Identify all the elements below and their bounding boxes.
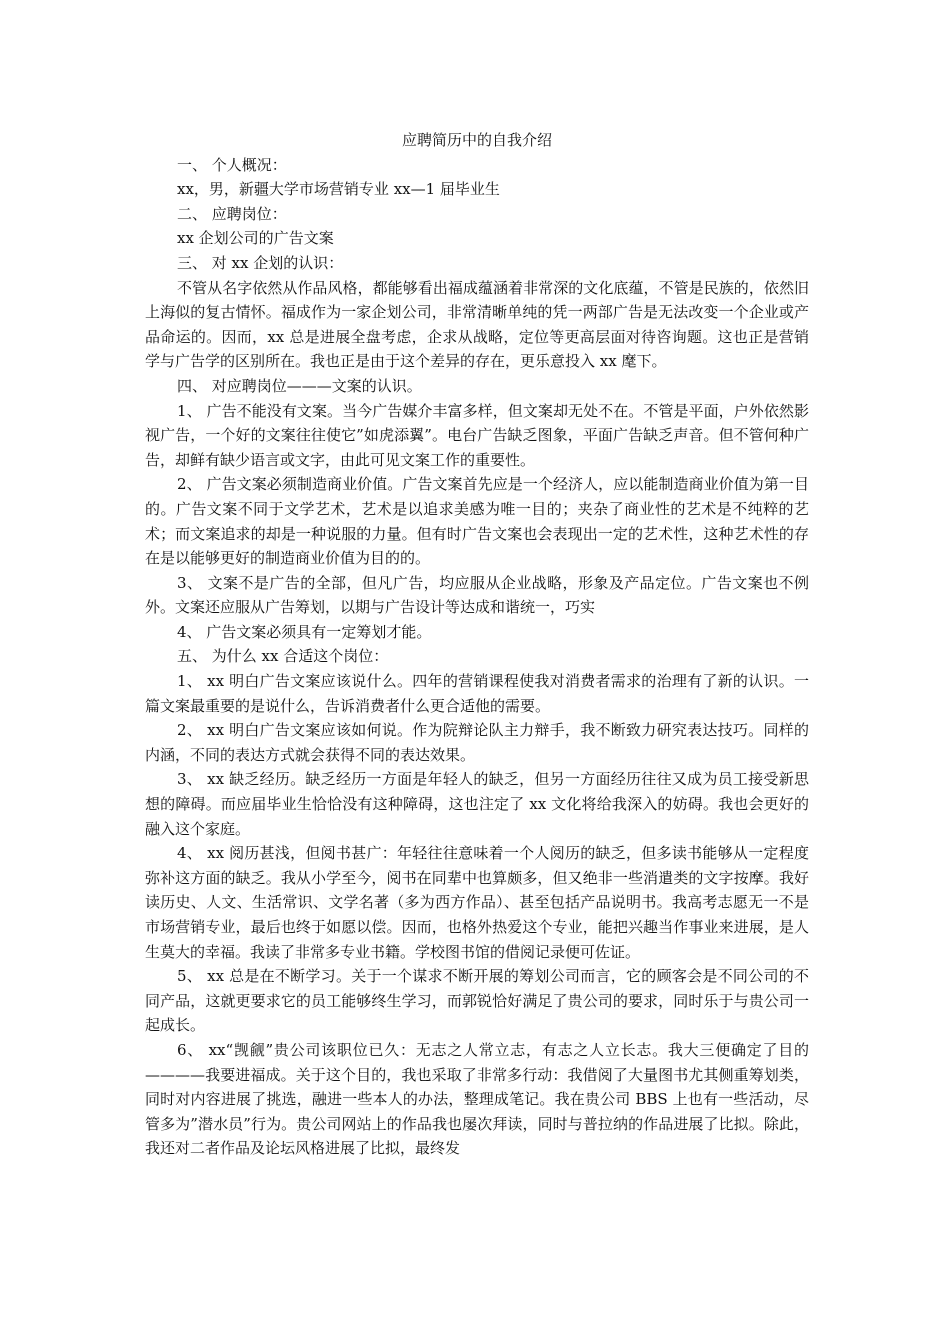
paragraph-fit-point-4: 4、 xx 阅历甚浅，但阅书甚广：年轻往往意味着一个人阅历的缺乏，但多读书能够从一定程度弥补这方面的缺乏。我从小学至今，阅书在同辈中也算颇多，但又绝非一些消遣类的文字按摩。我好读历史、人文、生活常识、文学名著（多为西方作品）、甚至包括产品说明书。我高考志愿无一不是市场营销专业，最后也终于如愿以偿。因而，也格外热爱这个专业，能把兴趣当作事业来进展，是人生莫大的幸福。我读了非常多专业书籍。学校图书馆的借阅记录便可佐证。 [145, 844, 809, 961]
paragraph-fit-point-5: 5、 xx 总是在不断学习。关于一个谋求不断开展的筹划公司而言，它的顾客会是不同公司的不同产品，这就更要求它的员工能够终生学习，而郭锐恰好满足了贵公司的要求，同时乐于与贵公司一起成长。 [145, 967, 809, 1035]
section-heading-5: 五、 为什么 xx 合适这个岗位： [177, 647, 389, 666]
section-heading-3: 三、 对 xx 企划的认识： [177, 253, 344, 272]
paragraph-fit-point-1: 1、 xx 明白广告文案应该说什么。四年的营销课程使我对消费者需求的治理有了新的认识。一篇文案最重要的是说什么，告诉消费者什么更合适他的需要。 [145, 672, 809, 715]
document-title: 应聘简历中的自我介绍 [401, 131, 552, 149]
paragraph-copy-point-4: 4、 广告文案必须具有一定筹划才能。 [177, 622, 432, 641]
paragraph-fit-point-6: 6、 xx“觊觎”贵公司该职位已久：无志之人常立志，有志之人立长志。我大三便确定了目的————我要进福成。关于这个目的，我也采取了非常多行动：我借阅了大量图书尤其侧重筹划类，同时对内容进展了挑选，融进一些本人的办法，整理成笔记。我在贵公司 BBS 上也有一些活动，尽管多为”潜水员”行为。贵公司网站上的作品我也屡次拜读，同时与普拉纳的作品进展了比拟。除此，我还对二者作品及论坛风格进展了比拟，最终发 [145, 1040, 809, 1158]
paragraph-company-understanding: 不管从名字依然从作品风格，都能够看出福成蕴涵着非常深的文化底蕴，不管是民族的，依然旧上海似的复古情怀。福成作为一家企划公司，非常清晰单纯的凭一两部广告是无法改变一个企业或产品命运的。因而，xx 总是进展全盘考虑，企求从战略，定位等更高层面对待咨询题。这也正是营销学与广告学的区别所在。我也正是由于这个差异的存在，更乐意投入 xx 麾下。 [145, 278, 809, 371]
section-heading-2: 二、 应聘岗位： [177, 204, 287, 223]
document-page [145, 128, 809, 1161]
section-heading-1: 一、 个人概况： [177, 155, 287, 174]
paragraph-fit-point-2: 2、 xx 明白广告文案应该如何说。作为院辩论队主力辩手，我不断致力研究表达技巧。同样的内涵，不同的表达方式就会获得不同的表达效果。 [145, 721, 809, 764]
section-heading-4: 四、 对应聘岗位———文案的认识。 [177, 376, 422, 395]
paragraph-personal-info: xx，男，新疆大学市场营销专业 xx—1 届毕业生 [177, 180, 500, 199]
paragraph-position: xx 企划公司的广告文案 [177, 229, 334, 248]
paragraph-fit-point-3: 3、 xx 缺乏经历。缺乏经历一方面是年轻人的缺乏，但另一方面经历往往又成为员工接受新思想的障碍。而应届毕业生恰恰没有这种障碍，这也注定了 xx 文化将给我深入的妨碍。我也会更好的融入这个家庭。 [145, 770, 809, 838]
paragraph-copy-point-1: 1、 广告不能没有文案。当今广告媒介丰富多样，但文案却无处不在。不管是平面，户外依然影视广告，一个好的文案往往使它”如虎添翼”。电台广告缺乏图象，平面广告缺乏声音。但不管何种广告，却鲜有缺少语言或文字，由此可见文案工作的重要性。 [145, 401, 809, 469]
paragraph-copy-point-3: 3、 文案不是广告的全部，但凡广告，均应服从企业战略，形象及产品定位。广告文案也不例外。文案还应服从广告筹划，以期与广告设计等达成和谐统一，巧实 [145, 573, 809, 617]
paragraph-copy-point-2: 2、 广告文案必须制造商业价值。广告文案首先应是一个经济人，应以能制造商业价值为第一目的。广告文案不同于文学艺术，艺术是以追求美感为唯一目的；夹杂了商业性的艺术是不纯粹的艺术；而文案追求的却是一种说服的力量。但有时广告文案也会表现出一定的艺术性，这种艺术性的存在是以能够更好的制造商业价值为目的的。 [145, 475, 809, 568]
